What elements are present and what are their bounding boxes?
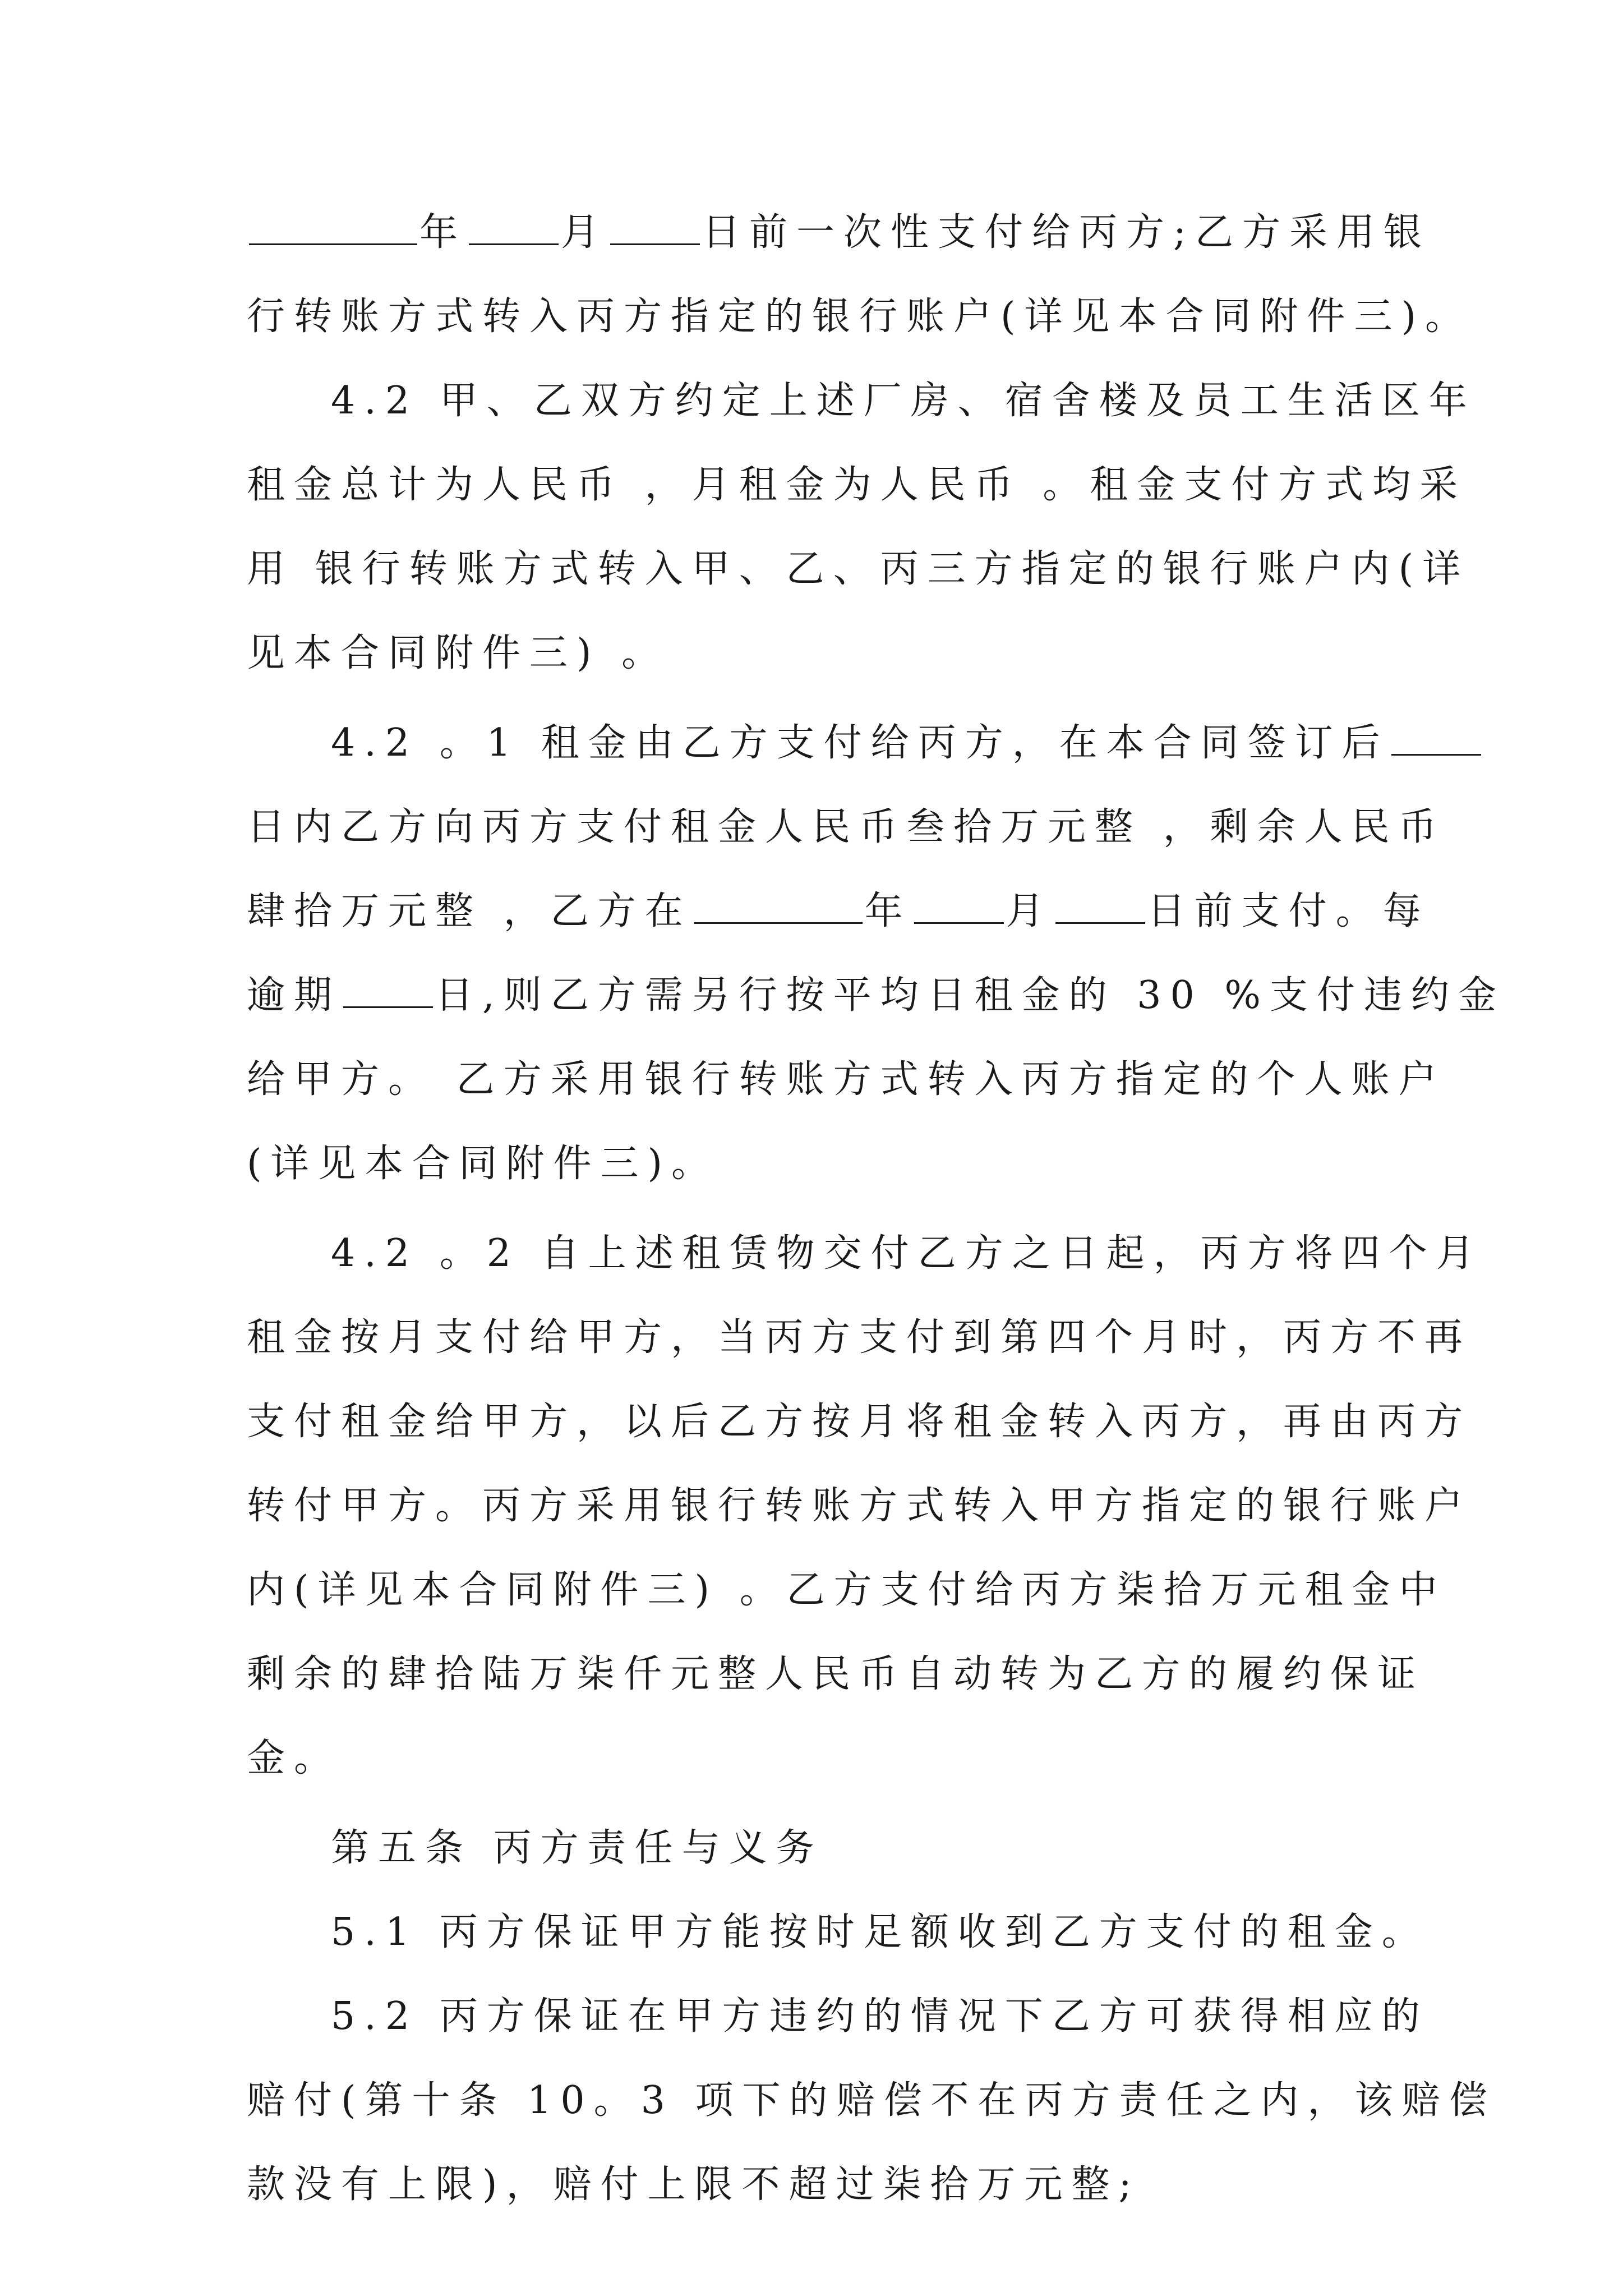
- text-line: [331, 373, 1476, 429]
- fill-in-blank: [610, 209, 700, 245]
- text-line: [247, 1646, 1425, 1703]
- text-segment: 剩余的肆拾陆万柒仟元整人民币自动转为乙方的履约保证: [247, 1652, 1425, 1696]
- text-segment: 款没有上限)，赔付上限不超过柒拾万元整;: [247, 2162, 1141, 2207]
- text-line: [331, 1226, 1483, 1282]
- fill-in-blank: [249, 209, 417, 245]
- text-line: [247, 968, 1506, 1024]
- text-segment: 转付甲方。丙方采用银行转账方式转入甲方指定的银行账户: [247, 1484, 1472, 1528]
- fill-in-blank: [694, 887, 863, 924]
- fill-in-blank: [914, 887, 1004, 924]
- text-segment: 4.2 甲、乙双方约定上述厂房、宿舍楼及员工生活区年: [331, 379, 1476, 423]
- text-segment: 给甲方。 乙方采用银行转账方式转入丙方指定的个人账户: [247, 1057, 1446, 1102]
- text-segment: 行转账方式转入丙方指定的银行账户(详见本合同附件三)。: [247, 295, 1473, 339]
- text-line: [247, 884, 1430, 940]
- text-line: [247, 1731, 1391, 1787]
- text-line: [247, 799, 1446, 855]
- text-segment: 月: [561, 210, 608, 255]
- text-segment: 4.2 。1 租金由乙方支付给丙方，在本合同签订后: [331, 721, 1389, 765]
- text-line: [331, 1820, 1391, 1876]
- text-segment: 内(详见本合同附件三) 。乙方支付给丙方柒拾万元租金中: [247, 1568, 1446, 1612]
- text-segment: 日,则乙方需另行按平均日租金的 30 %支付违约金: [435, 973, 1506, 1018]
- text-line: [331, 1904, 1429, 1961]
- text-line: [331, 1989, 1429, 2045]
- text-segment: 月: [1006, 889, 1053, 933]
- text-segment: 第五条 丙方责任与义务: [331, 1826, 823, 1870]
- text-line: [247, 541, 1470, 597]
- text-segment: 租金按月支付给甲方，当丙方支付到第四个月时，丙方不再: [247, 1315, 1472, 1360]
- text-segment: 年: [419, 210, 467, 255]
- text-segment: (详见本合同附件三)。: [247, 1142, 719, 1186]
- text-segment: 日前一次性支付给丙方;乙方采用银: [702, 210, 1431, 255]
- text-line: [247, 2157, 1391, 2213]
- text-line: [247, 205, 1431, 261]
- text-line: [247, 1136, 1391, 1192]
- text-line: [247, 289, 1473, 345]
- fill-in-blank: [1055, 887, 1145, 924]
- text-segment: 5.2 丙方保证在甲方违约的情况下乙方可获得相应的: [331, 1994, 1429, 2039]
- text-segment: 日内乙方向丙方支付租金人民币叁拾万元整 ，剩余人民币: [247, 805, 1446, 849]
- text-segment: 逾期: [247, 973, 342, 1018]
- text-segment: 租金总计为人民币 ，月租金为人民币 。租金支付方式均采: [247, 463, 1467, 507]
- text-line: [247, 625, 1391, 682]
- fill-in-blank: [343, 972, 433, 1008]
- text-segment: 日前支付。每: [1147, 889, 1430, 933]
- fill-in-blank: [1391, 719, 1481, 756]
- text-segment: 金。: [247, 1736, 342, 1780]
- text-line: [247, 457, 1467, 513]
- text-line: [247, 1394, 1472, 1450]
- text-line: [247, 1562, 1446, 1618]
- text-line: [247, 1478, 1472, 1534]
- text-segment: 用 银行转账方式转入甲、乙、丙三方指定的银行账户内(详: [247, 547, 1470, 591]
- text-segment: 年: [864, 889, 912, 933]
- text-line: [247, 2073, 1496, 2129]
- text-line: [331, 715, 1391, 771]
- text-segment: 支付租金给甲方，以后乙方按月将租金转入丙方，再由丙方: [247, 1400, 1472, 1444]
- text-segment: 4.2 。2 自上述租赁物交付乙方之日起，丙方将四个月: [331, 1231, 1483, 1276]
- text-segment: 见本合同附件三) 。: [247, 631, 669, 675]
- text-segment: 肆拾万元整 ，乙方在: [247, 889, 692, 933]
- text-segment: 赔付(第十条 10。3 项下的赔偿不在丙方责任之内，该赔偿: [247, 2078, 1496, 2123]
- text-line: [247, 1052, 1446, 1108]
- text-segment: 5.1 丙方保证甲方能按时足额收到乙方支付的租金。: [331, 1910, 1429, 1954]
- text-line: [247, 1310, 1472, 1366]
- fill-in-blank: [469, 209, 559, 245]
